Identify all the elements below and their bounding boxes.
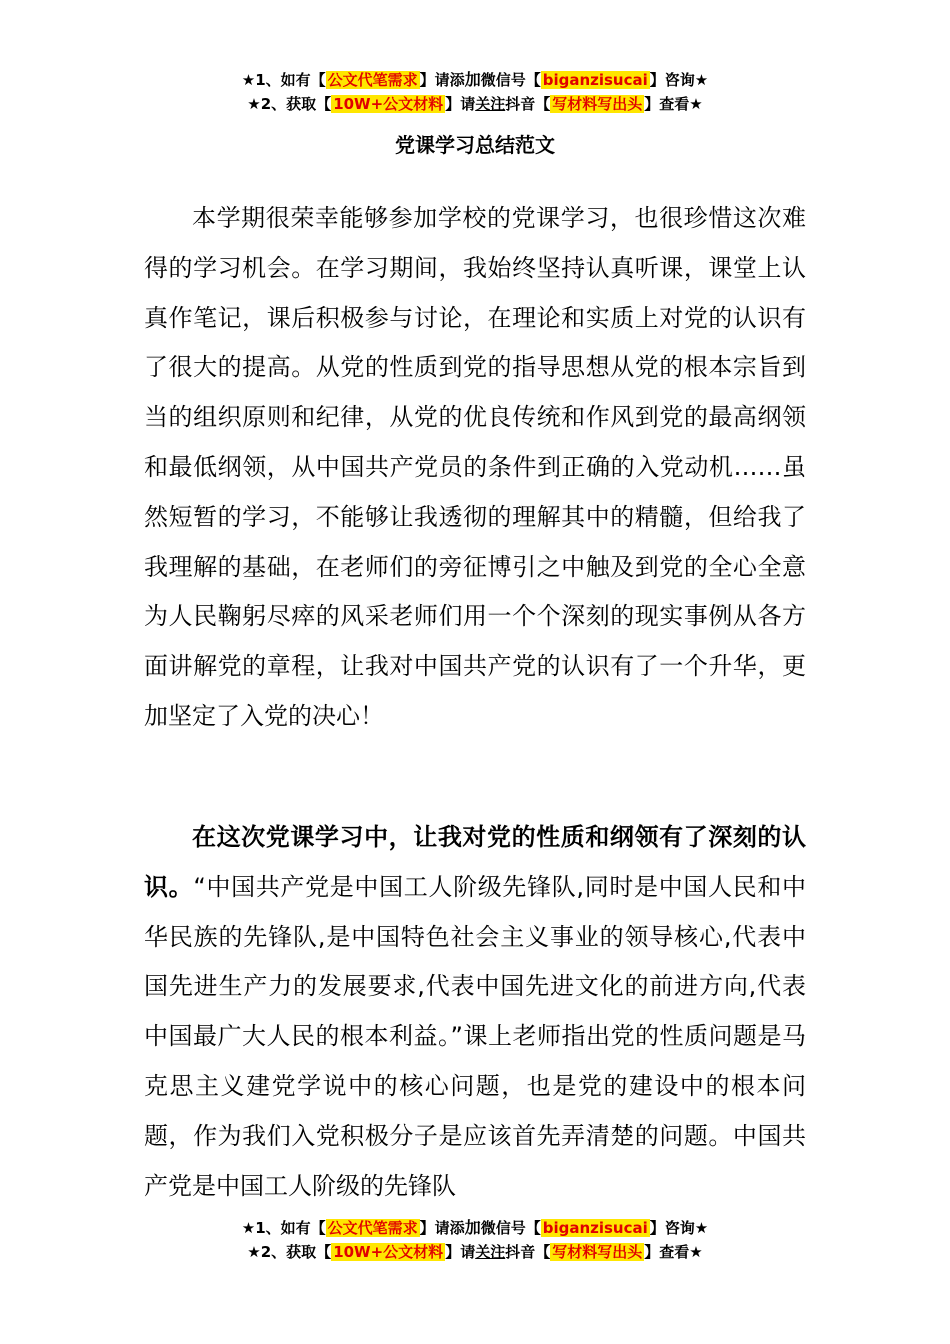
paragraph-2-body: “中国共产党是中国工人阶级先锋队,同时是中国人民和中华民族的先锋队,是中国特色社会主义事业的领导核心,代表中国先进生产力的发展要求,代表中国先进文化的前进方向,代表中国最广大人民的根本利益。”课上老师指出党的性质问题是马克思主义建党学说中的核心问题，也是党的建设中的根本问题，作为我们入党积极分子是应该首先弄清楚的问题。中国共产党是中国工人阶级的先锋队	[144, 872, 807, 1200]
promo-highlight-materials: 10W+公文材料	[333, 1243, 444, 1261]
promo-line-1: ★1、如有【 公文代笔需求 】请添加微信号【 biganzisucai 】咨询★	[241, 70, 709, 89]
promo-highlight-wechat-id: biganzisucai	[542, 71, 648, 89]
promo-highlight-wechat-id: biganzisucai	[542, 1219, 648, 1237]
promo-line-2: ★2、获取【 10W+公文材料 】请关注抖音【 写材料写出头 】查看★	[247, 1243, 703, 1261]
footer-promo-banner	[0, 1216, 950, 1264]
promo-highlight-douyin-account: 写材料写出头	[552, 1243, 643, 1261]
promo-highlight-writing-service: 公文代笔需求	[327, 71, 418, 89]
promo-highlight-writing-service: 公文代笔需求	[327, 1219, 418, 1237]
document-title: 党课学习总结范文	[395, 133, 555, 157]
promo-line-2: ★2、获取【 10W+公文材料 】请关注抖音【 写材料写出头 】查看★	[247, 95, 703, 113]
header-promo-banner	[0, 68, 950, 116]
promo-highlight-materials: 10W+公文材料	[333, 95, 444, 113]
paragraph-2	[144, 813, 806, 1211]
promo-highlight-douyin-account: 写材料写出头	[552, 95, 643, 113]
promo-line-1: ★1、如有【 公文代笔需求 】请添加微信号【 biganzisucai 】咨询★	[241, 1218, 709, 1237]
paragraph-1: 本学期很荣幸能够参加学校的党课学习，也很珍惜这次难得的学习机会。在学习期间，我始终坚持认真听课，课堂上认真作笔记，课后积极参与讨论，在理论和实质上对党的认识有了很大的提高。从党的性质到党的指导思想从党的根本宗旨到当的组织原则和纪律，从党的优良传统和作风到党的最高纲领和最低纲领，从中国共产党员的条件到正确的入党动机……虽然短暂的学习，不能够让我透彻的理解其中的精髓，但给我了我理解的基础，在老师们的旁征博引之中触及到党的全心全意为人民鞠躬尽瘁的风采老师们用一个个深刻的现实事例从各方面讲解党的章程，让我对中国共产党的认识有了一个升华，更加坚定了入党的决心！	[144, 204, 806, 730]
paragraph-2-lead: 在这次党课学习中，让我对党的性质和纲领有了深刻的认识。	[144, 823, 806, 901]
